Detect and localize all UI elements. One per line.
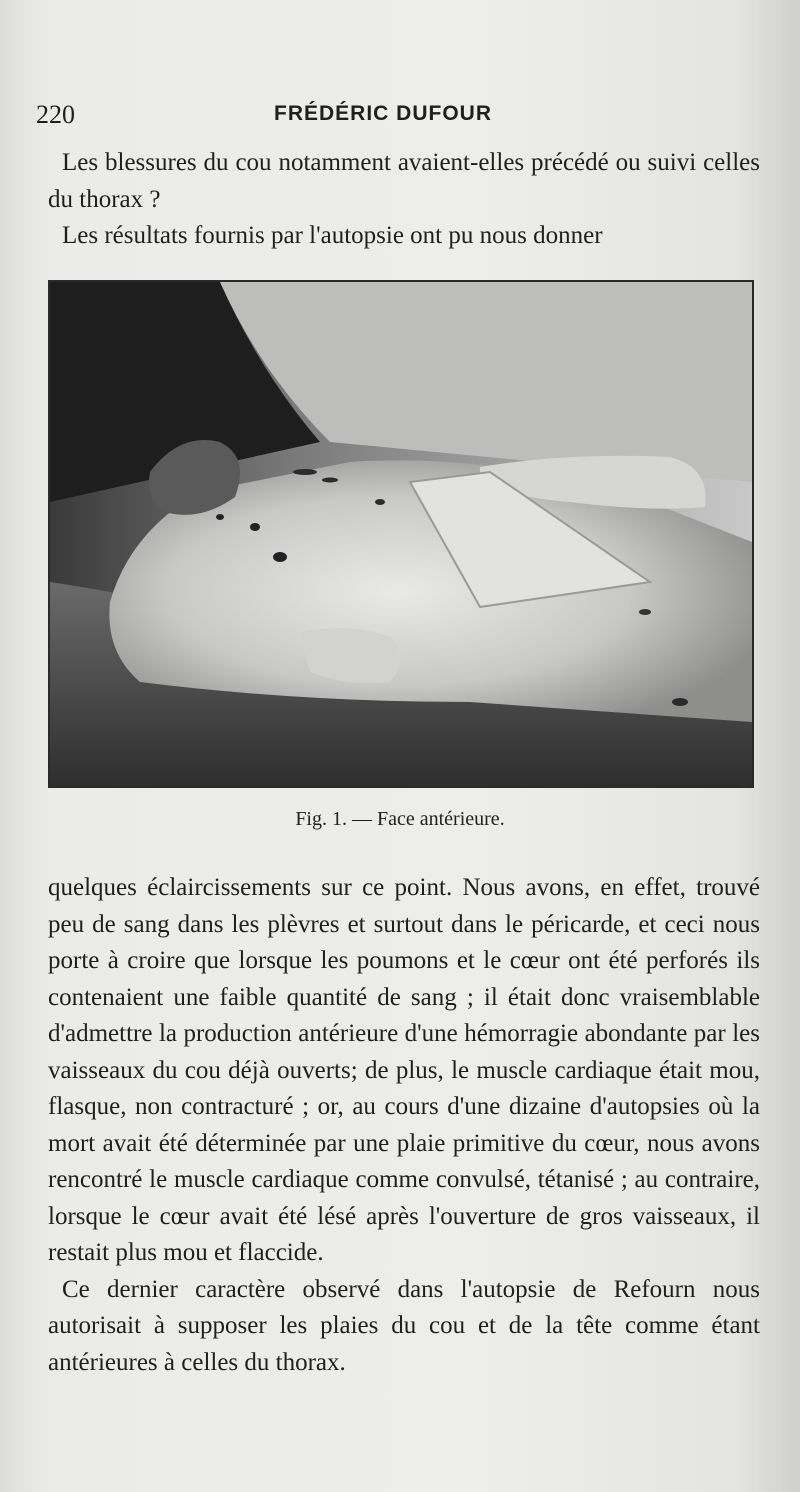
paragraph: Les résultats fournis par l'autopsie ont pu nous donner: [62, 222, 603, 249]
figure-caption: Fig. 1. — Face antérieure.: [295, 808, 505, 830]
paragraph: Les blessures du cou notamment avaient-elles précédé ou suivi celles du thorax ?: [48, 149, 760, 213]
running-head: FRÉDÉRIC DUFOUR: [274, 102, 492, 125]
body-text: [48, 870, 760, 1381]
intro-text: [48, 145, 760, 255]
figure-photograph: [48, 280, 754, 788]
paragraph: quelques éclaircissements sur ce point. Nous avons, en effet, trouvé peu de sang dans les plèvres et surtout dans le péricarde, et ceci nous porte à croire que lorsque les poumons et le cœur ont été perforés ils contenaient une faible quantité de sang ; il était donc vraisemblable d'admettre la production antérieure d'une hémorragie abondante par les vaisseaux du cou déjà ouverts; de plus, le muscle cardiaque était mou, flasque, non contracturé ; or, au cours d'une dizaine d'autopsies où la mort avait été déterminée par une plaie primitive du cœur, nous avons rencontré le muscle cardiaque comme convulsé, tétanisé ; au contraire, lorsque le cœur avait été lésé après l'ouverture de gros vaisseaux, il restait plus mou et flaccide.: [48, 874, 760, 1266]
page-header: [36, 100, 736, 134]
paragraph: Ce dernier caractère observé dans l'autopsie de Refourn nous autorisait à supposer les plaies du cou et de la tête comme étant antérieures à celles du thorax.: [48, 1275, 760, 1376]
photograph: [50, 282, 752, 786]
page-number: 220: [36, 100, 75, 129]
